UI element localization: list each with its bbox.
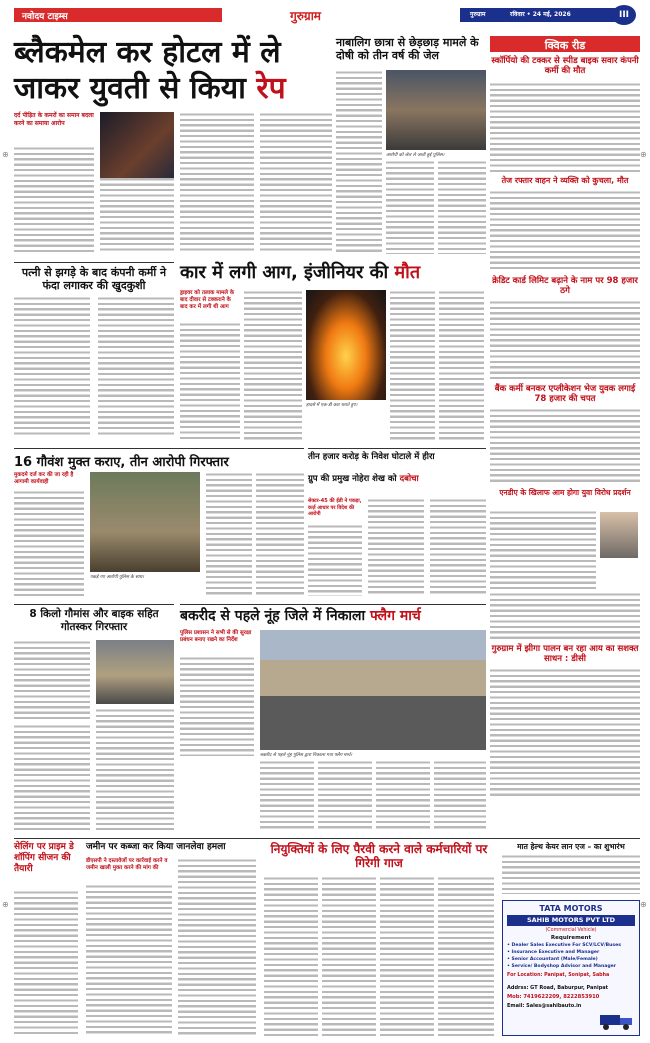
beef-body-col1	[14, 640, 90, 720]
lead-body-col3	[180, 112, 254, 254]
crosshair-icon: ⊕	[640, 150, 647, 159]
ad-truck-icon	[599, 1011, 635, 1031]
tata-ad	[502, 900, 640, 1036]
shopping-body	[14, 890, 78, 1036]
lead-photo	[100, 112, 174, 178]
land-body-col1	[86, 884, 172, 1036]
beef-story	[14, 604, 174, 834]
minor-body-col2	[386, 160, 434, 254]
cows-photo	[90, 472, 200, 572]
ad-email: Email: Sales@sahibauto.in	[507, 1003, 582, 1009]
credit-body	[490, 300, 640, 380]
fraud-headline-2: ग्रुप की प्रमुख नोहेरा शेख को	[308, 474, 397, 484]
ndps-headline: एनडीए के खिलाफ आम होगा युवा विरोध प्रदर्शन	[499, 488, 631, 497]
shrimp-headline: गुरुग्राम में झीगा पालन बन रहा आय का सशक्त साधन : डीसी	[491, 644, 639, 664]
lead-deck: दर्द पीड़ित के कमरों का समान बदला करने का समाया आरोप	[14, 112, 94, 127]
workers-body-col2	[322, 876, 376, 1036]
wife-body-col2	[98, 296, 174, 438]
masthead	[0, 0, 650, 32]
car-headline-accent: मौत	[394, 262, 421, 283]
shopping-headline: सेलिंग पर प्राइम डे शॉपिंग सीजन की तैयारी	[14, 842, 74, 874]
beef-body-col2	[96, 708, 174, 830]
car-caption: हादसे में एक-डी कार धराते हुए।	[306, 403, 358, 408]
minor-photo	[386, 70, 486, 150]
minor-story	[336, 36, 486, 256]
cows-body-col3	[256, 472, 304, 596]
fraud-body-col1	[308, 524, 362, 596]
bakrid-caption: बकरीद से पहले नूंह पुलिस द्वारा निकाला गया फ्लैग मार्च।	[260, 753, 353, 758]
fraud-story	[308, 448, 486, 598]
land-body-col2	[178, 858, 256, 1036]
lead-headline-accent: रेप	[256, 71, 286, 106]
ad-brand: TATA MOTORS	[539, 904, 603, 913]
lead-headline-1: ब्लैकमेल कर होटल में ले	[14, 35, 281, 70]
bakrid-body-col4	[376, 760, 430, 830]
ad-item-1: • Dealer Sales Executive For SCV/LCV/Buses	[507, 943, 622, 948]
bakrid-deck: पुलिस प्रशासन ने सभी से की सुरक्षा प्रबंधन बनाए रखने का निर्देश	[180, 630, 252, 643]
bank-body	[490, 408, 640, 484]
ad-address: Addrss: GT Road, Baburpur, Panipat	[507, 985, 609, 991]
edition-city: गुरुग्राम	[470, 11, 486, 18]
car-body-col1b	[244, 290, 302, 440]
bakrid-body-col5	[434, 760, 486, 830]
car-deck: ड्राइवर को तलाक मामले के बाद दीवार से टक्कराने के बाद कर में लगी थी आग	[180, 290, 235, 310]
ndps-body	[490, 510, 596, 590]
bakrid-headline-accent: फ्लैग मार्च	[369, 608, 421, 624]
workers-body-col1	[264, 876, 318, 1036]
land-headline: जमीन पर कब्जा कर किया जानलेवा हमला	[86, 842, 226, 852]
cows-story	[14, 448, 304, 598]
fraud-body-col2	[368, 498, 424, 596]
ad-item-4: • Service/ Bodyshop Advisor and Manager	[507, 964, 617, 969]
health-headline: मात हेल्थ केयर लान एज – का शुभारंभ	[517, 842, 625, 851]
bakrid-body-col2	[260, 760, 314, 830]
ad-mobile: Mob: 7419622209, 8222853910	[507, 994, 600, 1000]
cows-caption: पकड़े गए आरोपी पुलिस के साथ।	[90, 575, 144, 580]
crosshair-icon: ⊕	[2, 150, 9, 159]
car-fire-photo	[306, 290, 386, 400]
lead-story	[14, 36, 332, 256]
edition-date: रविवार • 24 मई, 2026	[510, 11, 571, 18]
car-body-col4	[439, 290, 484, 440]
fraud-body-col3	[430, 498, 486, 596]
lead-body-col1	[14, 146, 94, 254]
ad-requirement: Requirement	[550, 935, 592, 941]
lead-body-col4	[260, 112, 332, 254]
crosshair-icon: ⊕	[2, 900, 9, 909]
ad-subtitle: (Commercial Vehicle)	[545, 928, 597, 933]
beef-photo	[96, 640, 174, 704]
bakrid-body-col3	[318, 760, 372, 830]
fraud-headline-accent: दबोचा	[399, 474, 419, 484]
scorpio-body	[490, 82, 640, 172]
ad-dealer: SAHIB MOTORS PVT LTD	[526, 916, 616, 924]
cows-body-col1	[14, 490, 84, 596]
bakrid-body-col1	[180, 656, 254, 756]
minor-headline: नाबालिग छात्रा से छेड़छाड़ मामले के दोषी को तीन वर्ष की जेल	[336, 36, 479, 62]
credit-headline: क्रेडिट कार्ड लिमिट बढ़ाने के नाम पर 98 हजार ठगे	[492, 276, 638, 296]
car-headline: कार में लगी आग, इंजीनियर की	[180, 262, 389, 283]
ndps-body-2	[490, 592, 640, 640]
ad-item-2: • Insurance Executive and Manager	[507, 950, 600, 955]
shrimp-body	[490, 668, 640, 796]
fraud-deck: सेक्टर-45 की ईडी ने पकड़ा, कर्ज़ आधार पर विदेश की आरोपी	[308, 498, 362, 517]
bakrid-headline: बकरीद से पहले नूंह जिले में निकाला	[180, 608, 366, 624]
beef-headline: 8 किलो गौमांस और बाइक सहित गोतस्कर गिरफ्तार	[29, 608, 159, 633]
cows-deck: मुकदमे दर्ज कर की जा रही है आगामी कार्यवाही	[14, 472, 74, 485]
health-body	[502, 854, 640, 894]
truck-headline: तेज रफ्तार वाहन ने व्यक्ति को कुचला, मौत	[501, 176, 629, 185]
ad-location: For Location: Panipat, Sonipat, Sabha	[507, 973, 610, 978]
wife-headline: पत्नी से झगड़े के बाद कंपनी कर्मी ने फंदा लगाकर की खुदकुशी	[21, 266, 167, 292]
ndps-portrait	[600, 512, 638, 558]
scorpio-headline: स्कॉर्पियो की टक्कर से स्पीड बाइक सवार कंपनी कर्मी की मौत	[491, 56, 639, 76]
bank-headline: बैंक कर्मी बनकर एप्लीकेशन भेज युवक लगाई 78 हजार की चपत	[494, 384, 636, 404]
minor-caption: आरोपी को जेल ले जाती हुई पुलिस।	[386, 153, 445, 158]
quick-read-kicker: क्विक रीड	[544, 39, 586, 52]
workers-body-col3	[380, 876, 434, 1036]
wife-body-col1	[14, 296, 90, 438]
cows-body-col2	[206, 472, 252, 596]
beef-body-col3	[14, 724, 90, 830]
truck-body	[490, 190, 640, 272]
bakrid-story	[180, 604, 486, 834]
bakrid-photo	[260, 630, 486, 750]
crosshair-icon: ⊕	[640, 900, 647, 909]
minor-body-col3	[438, 160, 486, 254]
lead-headline-2: जाकर युवती से किया	[14, 71, 246, 106]
cows-headline: 16 गौवंश मुक्त कराए, तीन आरोपी गिरफ्तार	[14, 455, 229, 470]
page-number: III	[612, 5, 636, 25]
fraud-headline-1: तीन हजार करोड़ के निवेश घोटाले में हीरा	[308, 452, 435, 462]
land-deck: डीएसपी ने दस्तावेजों पर कार्रवाई करने व जमीन खाली मुक्त करने की मांग की	[86, 858, 168, 871]
car-body-col1	[180, 322, 240, 440]
workers-headline: नियुक्तियों के लिए पैरवी करने वाले कर्मचारियों पर गिरेगी गाज	[270, 842, 488, 870]
section-title: गुरुग्राम	[290, 9, 321, 23]
wife-story	[14, 262, 174, 442]
minor-body-col1	[336, 70, 382, 254]
car-story	[180, 262, 484, 442]
workers-body-col4	[438, 876, 494, 1036]
ad-item-3: • Senior Accountant (Male/Female)	[507, 957, 598, 962]
paper-name: नवोदय टाइम्स	[22, 12, 68, 22]
bottom-row	[14, 838, 640, 1038]
car-body-col3	[390, 290, 435, 440]
right-column	[490, 36, 640, 796]
